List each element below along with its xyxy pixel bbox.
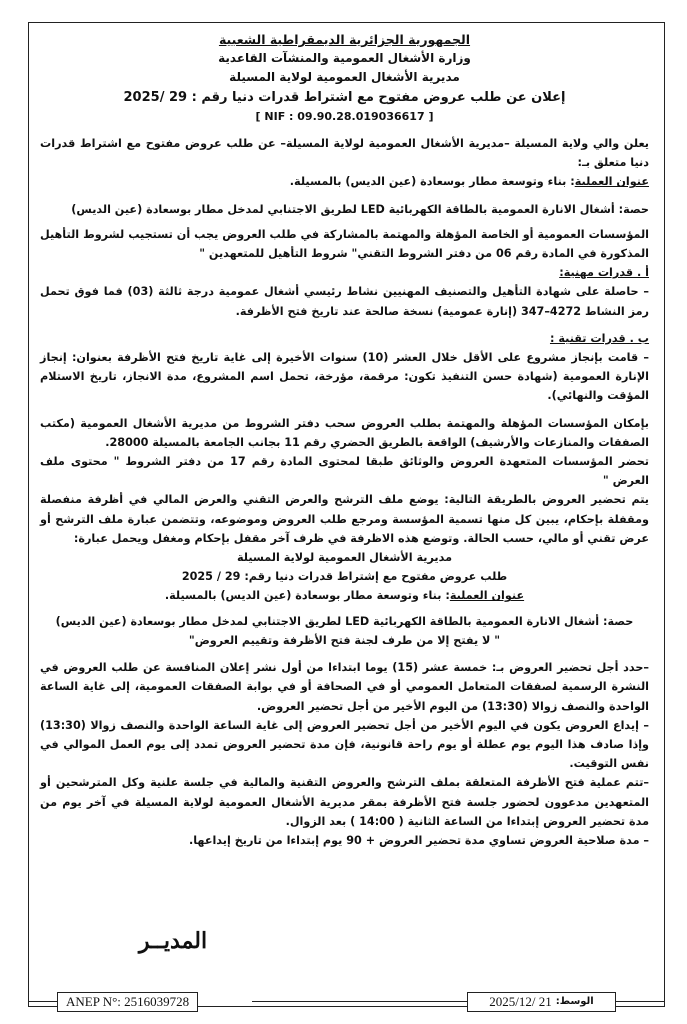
intro-paragraph: يعلن والي ولاية المسيلة –مديرية الأشغال العمومية لولاية المسيلة– عن طلب عروض مفتوح مع اشتراط قدرات دنيا متعلق بـ: [40,137,649,170]
envelope-line-1: مديرية الأشغال العمومية لولاية المسيلة [236,551,452,565]
technical-capacity-heading: ب . قدرات تقنية : [549,331,649,345]
submission-paragraph: يتم تحضير العروض بالطريقة التالية: يوضع ملف الترشح والعرض التقني والعرض المالي في أظرفة منفصلة ومقفلة بإحكام، يبين كل منها تسمية المؤسسة ومرجع طلب العروض وموضوعه، وتتضمن عبارة ملف الترشح أو عرض تقني أو مالي، حسب الحالة. وتوضع هذه الاظرفة في ظرف آخر مقفل بإحكام ومغفل ويحمل عبارة: [40,493,649,545]
professional-capacity-heading: أ . قدرات مهنية: [559,266,649,280]
deposit-paragraph: – إيداع العروض يكون في اليوم الأخير من أجل تحضير العروض إلى غاية الساعة الواحدة والنصف زوالا (13:30) وإذا صادف هذا اليوم يوم عطلة أو يوم راحة قانونية، فإن مدة تحضير العروض تمدد إلى يوم العمل الموالي في نفس التوقيت. [40,718,649,771]
professional-capacity-text: – حاصلة على شهادة التأهيل والتصنيف المهنيين نشاط رئيسي أشغال عمومية درجة ثالثة (03) فما فوق تحمل رمز النشاط 4272–347 (إنارة عمومية) نسخة صالحة عند تاريخ فتح الأظرفة. [40,285,650,318]
footer-rule-middle [252,1001,467,1002]
envelope-operation-label: عنوان العملية [449,589,525,603]
opening-paragraph: –تتم عملية فتح الأظرفة المتعلقة بملف الترشح والعروض التقنية والمالية في جلسة علنية وكل المترشحين أو المتعهدين مدعوون لحضور جلسة فتح الأظرفة بمقر مديرية الأشغال العمومية لولاية المسيلة في آخر يوم من مدة تحضير العروض إبتداءا من الساعة الثانية ( 14:00 ) بعد الزوال. [40,776,649,828]
directorate-heading: مديرية الأشغال العمومية لولاية المسيلة [229,70,460,85]
publication-date: 2025/12/ 21 [489,994,552,1009]
anep-label: ANEP N°: [66,994,121,1009]
technical-capacity-text: – قامت بإنجاز مشروع على الأقل خلال العشر (10) سنوات الأخيرة إلى غاية تاريخ فتح الأظرفة بعنوان: إنجاز الإنارة العمومية (شهادة حسن التنفيذ تكون: مرقمة، مؤرخة، تحمل اسم المشروع، مدة الانجاز، تاريخ الاستلام المؤقت والنهائي). [40,351,650,403]
operation-value: : بناء وتوسعة مطار بوسعادة (عين الديس) بالمسيلة. [289,175,575,189]
deadline-paragraph: –حدد أجل تحضير العروض بـ: خمسة عشر (15) يوما ابتداءا من أول نشر إعلان المنافسة عن طلب العروض في النشرة الرسمية لصفقات المتعامل العمومي أو في الصحافة أو في بوابة الصفقات العمومية، إلى غاية الساعة الواحدة والنصف زوالا (13:30) من اليوم الأخير من أجل تحضير العروض. [40,661,649,713]
withdraw-paragraph: بإمكان المؤسسات المؤهلة والمهتمة بطلب العروض سحب دفتر الشروط من مديرية الأشغال العمومية (مكتب الصفقات والمنازعات والأرشيف) الواقعة بالطريق الحضري رقم 11 بجانب الجامعة بالمسيلة 28000. [40,416,649,449]
envelope-operation [40,586,649,605]
announcement-title: إعلان عن طلب عروض مفتوح مع اشتراط قدرات دنيا رقم : 29 /2025 [123,89,566,105]
footer-rule-left [28,1001,57,1002]
lot-line: حصة: أشغال الانارة العمومية بالطاقة الكهربائية LED لطريق الاجتنابي لمدخل مطار بوسعادة (عين الديس) [71,202,649,216]
envelope-operation-value: : بناء وتوسعة مطار بوسعادة (عين الديس) بالمسيلة. [164,589,450,603]
newspaper-label: الوسط: [555,996,594,1007]
republic-heading: الجمهورية الجزائرية الديمقراطية الشعبية [218,32,471,47]
announcement-body [40,30,649,850]
operation-label: عنوان العملية [574,175,649,189]
anep-box [57,992,198,1012]
prepare-paragraph: تحضر المؤسسات المتعهدة العروض والوثائق طبقا لمحتوى المادة رقم 17 من دفتر الشروط " محتوى ملف العرض " [40,455,649,488]
publication-date-box [467,992,616,1012]
footer-rule-right [614,1001,665,1002]
envelope-notice: " لا يفتح إلا من طرف لجنة فتح الأظرفة وتقييم العروض" [188,633,501,647]
ministry-heading: وزارة الأشغال العمومية والمنشآت القاعدية [218,51,471,66]
operation-title [40,172,649,191]
anep-number: 2516039728 [124,994,190,1009]
eligibility-paragraph: المؤسسات العمومية أو الخاصة المؤهلة والمهتمة بالمشاركة في طلب العروض يجب أن تستجيب لشروط التأهيل المذكورة في المادة رقم 06 من دفتر الشروط التقني" شروط التأهيل للمتعهدين " [40,227,649,261]
nif-number: [ NIF : 09.90.28.019036617 ] [255,109,434,123]
director-signature: المديــر [138,928,208,954]
nif-line [40,107,649,126]
validity-paragraph: – مدة صلاحية العروض تساوي مدة تحضير العروض + 90 يوم إبتداءا من تاريخ إيداعها. [188,833,649,847]
envelope-line-2: طلب عروض مفتوح مع إشتراط قدرات دنيا رقم: 29 / 2025 [181,570,508,584]
envelope-lot: حصة: أشغال الانارة العمومية بالطاقة الكهربائية LED لطريق الاجتنابي لمدخل مطار بوسعادة (عين الديس) [55,614,634,628]
